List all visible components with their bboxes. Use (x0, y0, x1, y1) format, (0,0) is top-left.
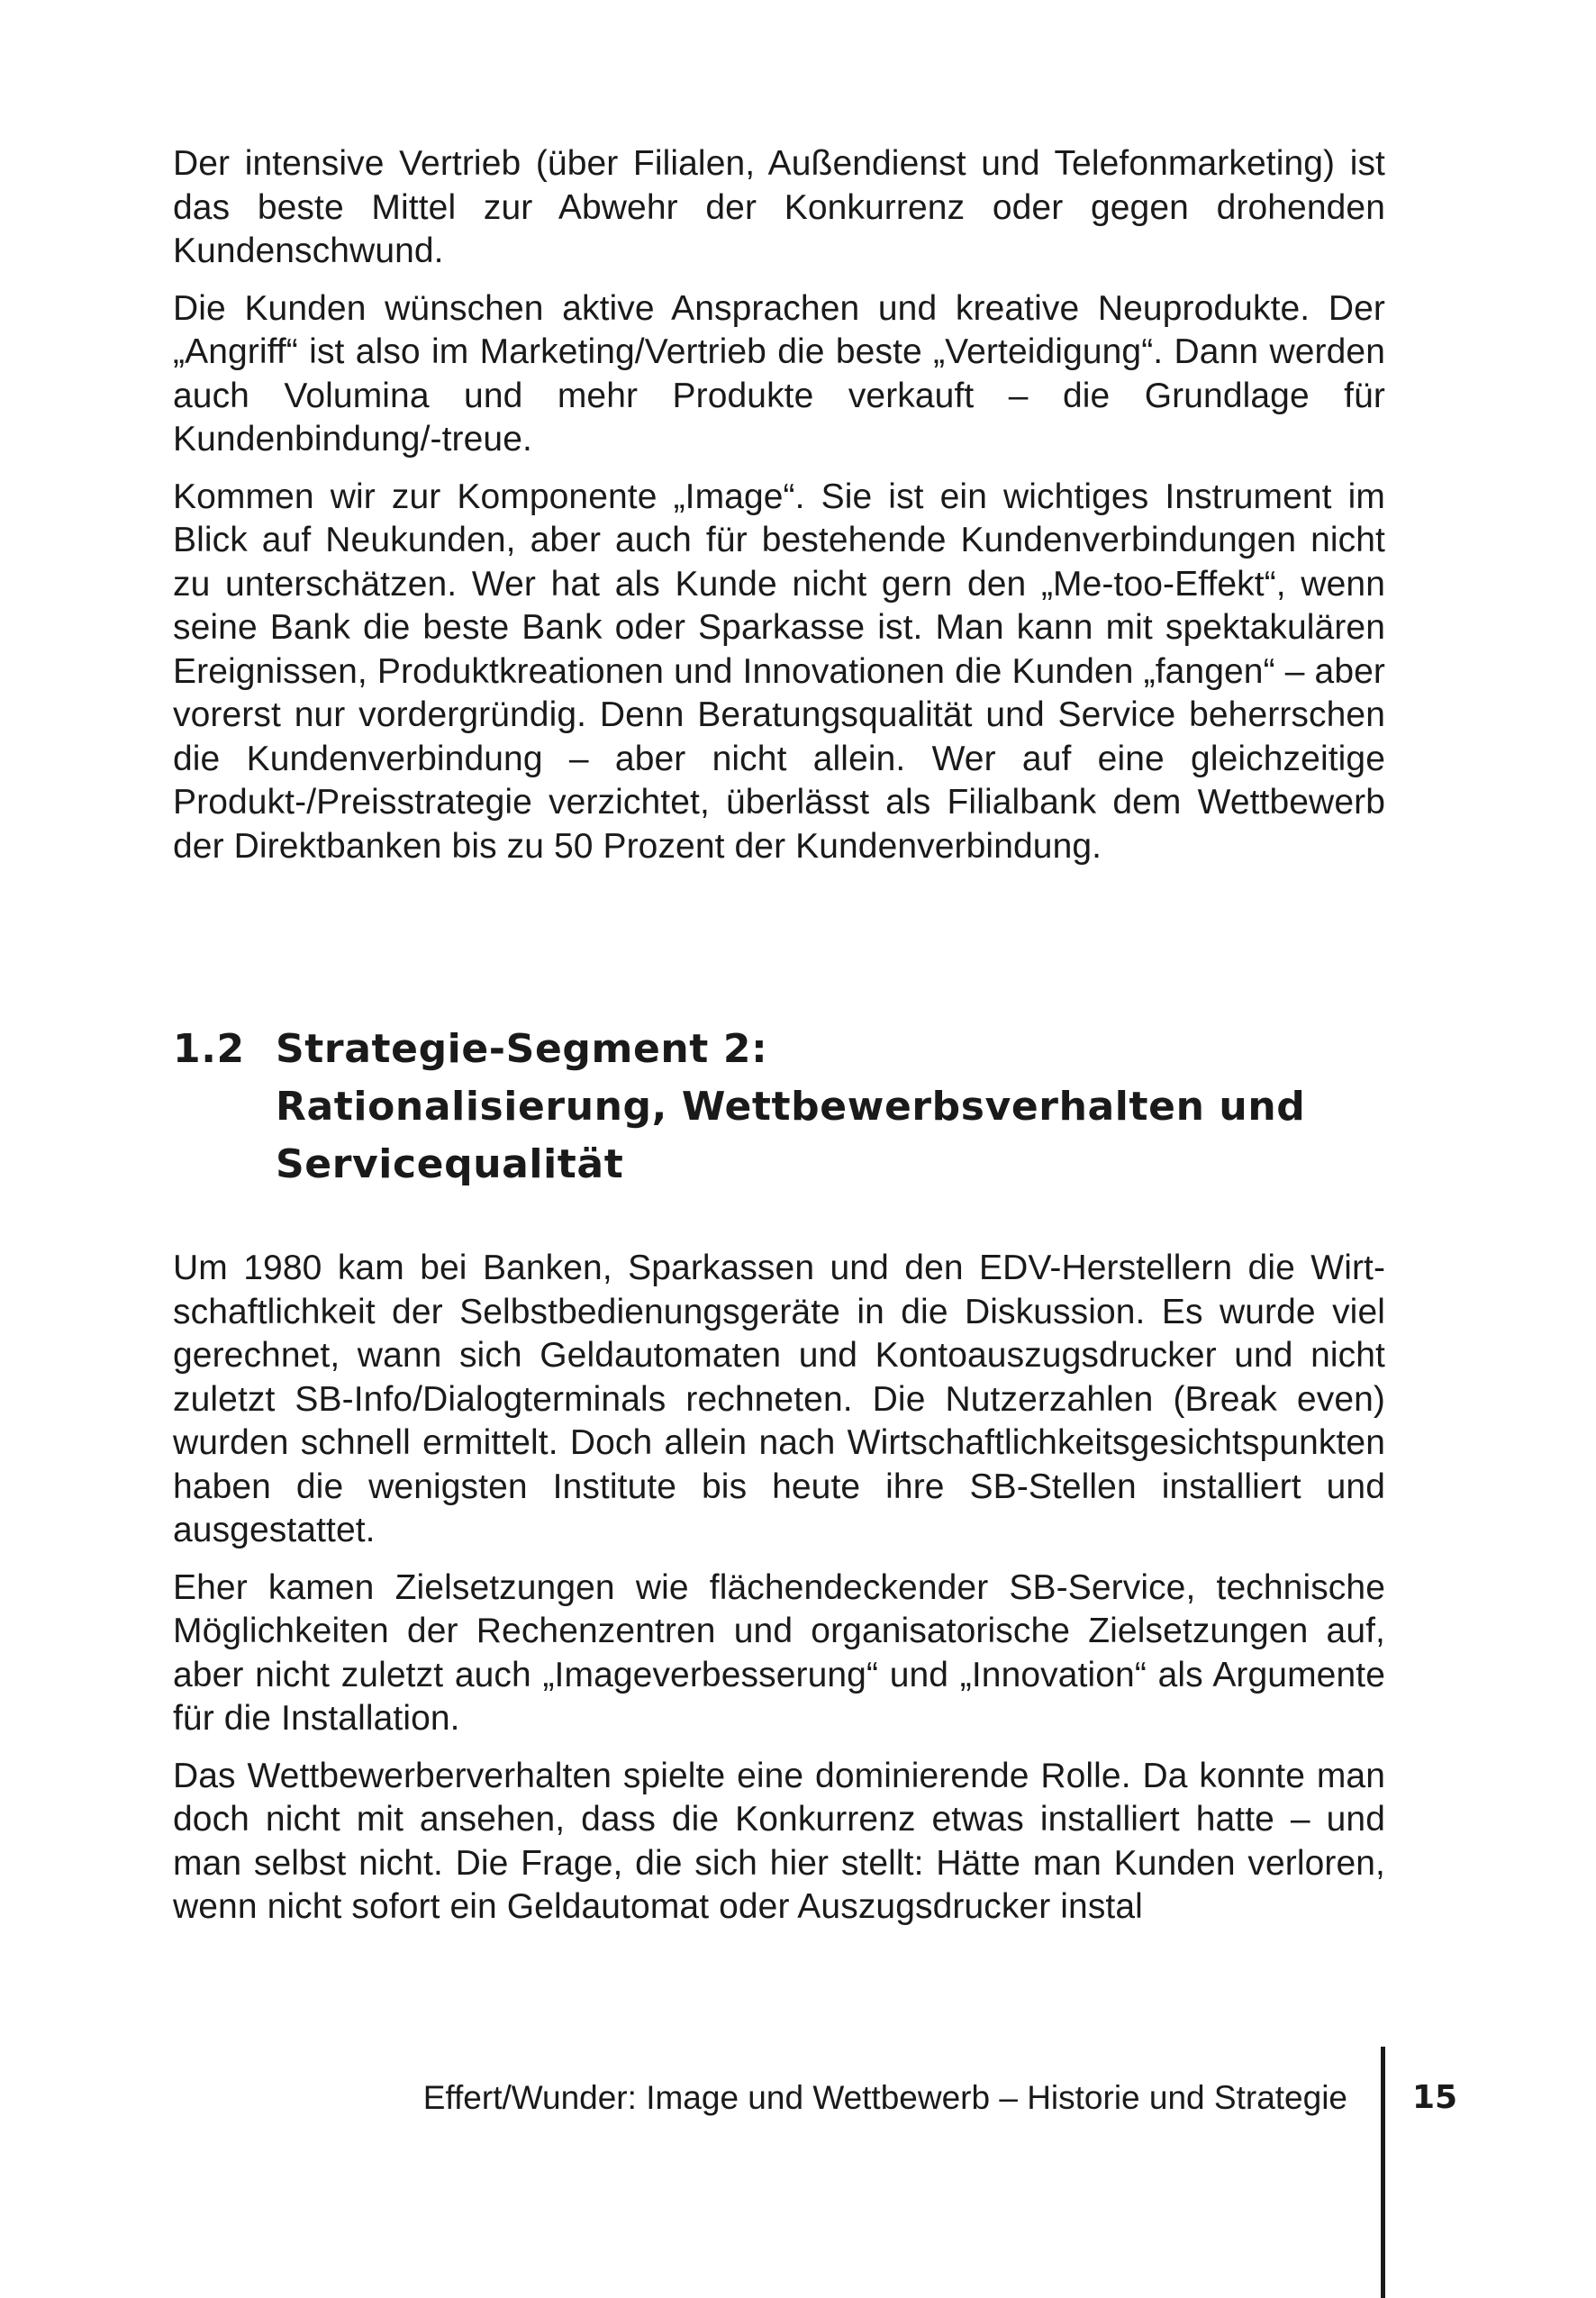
paragraph-wirtschaftlichkeit: Um 1980 kam bei Banken, Sparkassen und den EDV-Herstellern die Wirtschaftlichkeit der Selbstbedienungsgeräte in die Diskussion. Es wurde viel gerechnet, wann sich Geldautomaten und Kontoauszugsdrucker und nicht zuletzt SB-Info/Dialogterminals rechneten. Die Nutzerzahlen (Break even) wurden schnell ermittelt. Doch allein nach Wirtschaftlichkeitsgesichtspunkten haben die wenigsten Institute bis heute ihre SB-Stellen installiert und ausgestattet. (173, 1249, 1385, 1549)
top-text-block (173, 142, 1385, 868)
paragraph-kundenwuensche: Die Kunden wünschen aktive Ansprachen und kreative Neuprodukte. Der „Angriff“ ist also im Marketing/Vertrieb die beste „Verteidigung“. Dann werden auch Volumina und mehr Produkte verkauft – die Grundlage für Kundenbindung/-treue. (173, 288, 1385, 459)
paragraph-vertrieb: Der intensive Vertrieb (über Filialen, Außendienst und Telefonmarketing) ist das beste Mittel zur Abwehr der Konkurrenz oder gegen drohenden Kundenschwund. (173, 144, 1385, 270)
section-title-line-1: Strategie-Segment 2: (276, 1026, 768, 1072)
section-title-line-3: Servicequalität (276, 1141, 624, 1187)
footer-vertical-rule (1381, 2047, 1385, 2298)
page-number: 15 (1412, 2079, 1458, 2116)
section-title-line-2: Rationalisierung, Wettbewerbsverhalten und (276, 1084, 1306, 1130)
section-number: 1.2 (173, 1026, 245, 1072)
paragraph-wettbewerberverhalten: Das Wettbewerberverhalten spielte eine dominierende Rolle. Da konnte man doch nicht mit ansehen, dass die Konkurrenz etwas installiert hatte – und man selbst nicht. Die Frage, die sich hier stellt: Hätte man Kunden verloren, wenn nicht sofort ein Geldautomat oder Auszugsdrucker instal (173, 1756, 1385, 1926)
running-footer-title: Effert/Wunder: Image und Wettbewerb – Historie und Strategie (422, 2079, 1347, 2116)
section-title (276, 1021, 1446, 1194)
paragraph-image: Kommen wir zur Komponente „Image“. Sie ist ein wichtiges Instrument im Blick auf Neukunden, aber auch für bestehende Kundenverbindungen nicht zu unterschätzen. Wer hat als Kunde nicht gern den „Me-too-Effekt“, wenn seine Bank die beste Bank oder Sparkasse ist. Man kann mit spektakulären Ereignissen, Produktkreationen und Innovationen die Kunden „fangen“ – aber vorerst nur vordergründig. Denn Beratungsqualität und Service beherrschen die Kundenverbindung – aber nicht allein. Wer auf eine gleichzeitige Produkt-/Preisstrategie verzichtet, überlässt als Filialbank dem Wettbewerb der Direktbanken bis zu 50 Prozent der Kundenverbindung. (173, 477, 1385, 866)
paragraph-zielsetzungen: Eher kamen Zielsetzungen wie flächendeckender SB-Service, technische Möglichkeiten der Rechenzentren und organisatorische Zielsetzungen auf, aber nicht zuletzt auch „Imageverbesserung“ und „Innovation“ als Argumente für die Installation. (173, 1567, 1385, 1738)
bottom-text-block (173, 1247, 1385, 1930)
